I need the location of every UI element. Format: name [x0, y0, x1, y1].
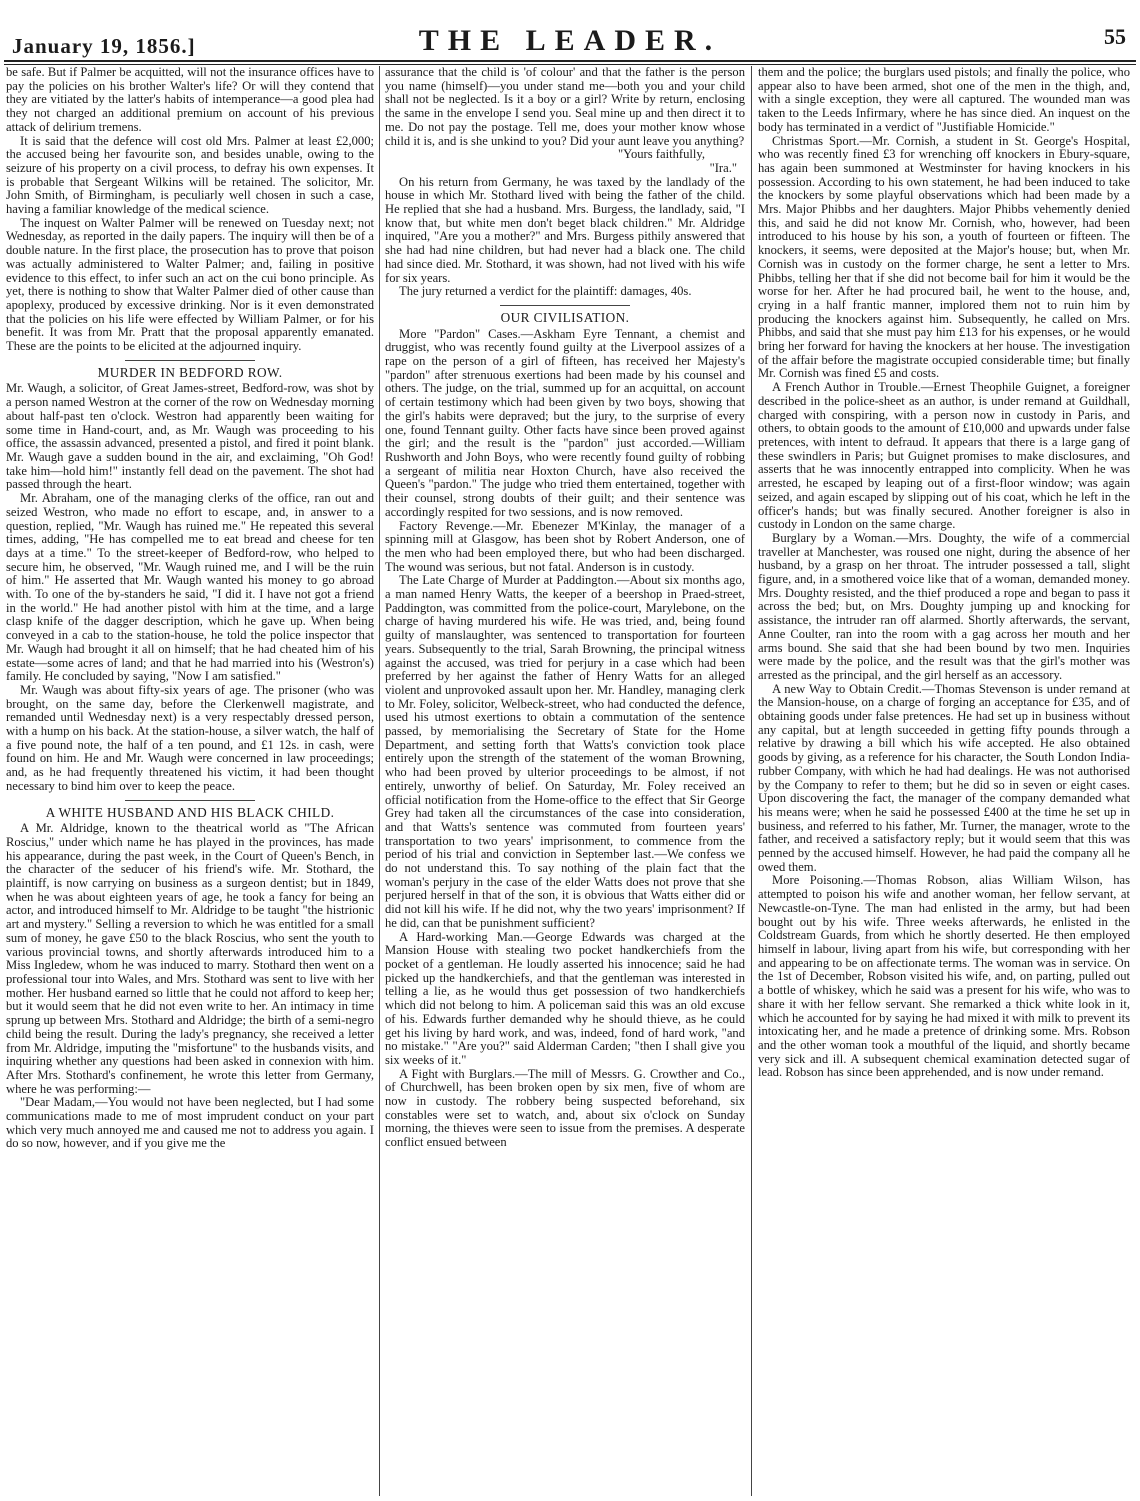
column-1: [6, 66, 374, 1496]
section-rule: [125, 360, 255, 361]
article-paragraph: Mr. Waugh, a solicitor, of Great James-street, Bedford-row, was shot by a person named Westron at the corner of the row on Wednesday morning about half-past ten o'clock. Westron had apparently been waiting for some time in Hand-court, and, as Mr. Waugh was proceeding to his office, the assassin advanced, presented a pistol, and fired it point blank. Mr. Waugh gave a sudden bound in the air, and exclaiming, "Oh God! take him—hold him!" instantly fell dead on the pavement. The shot had passed through the heart.: [6, 381, 374, 492]
letter-paragraph: "Dear Madam,—You would not have been neglected, but I had some communications made to me of most imprudent conduct on your part which very much annoyed me and caused me not to address you again. I do so now, however, and if you give me the: [6, 1095, 374, 1151]
article-paragraph: Mr. Waugh was about fifty-six years of age. The prisoner (who was brought, on the same day, before the Clerkenwell magistrate, and remanded until Wednesday next) is a very respectably dressed person, with a hump on his back. At the station-house, a silver watch, the half of a five pound note, the half of a ten pound, and £1 12s. in cash, were found on him. He and Mr. Waugh were concerned in law proceedings; and, as he had frequently threatened his victim, it had been thought necessary to bind him over to keep the peace.: [6, 682, 374, 793]
letter-signature: "Ira.": [709, 160, 737, 175]
article-paragraph: be safe. But if Palmer be acquitted, will not the insurance offices have to pay the policies on his brother Walter's life? Or will they contend that they are vitiated by the latter's habits of intemperance—a good plea had they not charged an additional premium on account of his previous attack of delirium tremens.: [6, 66, 374, 134]
newspaper-title: THE LEADER.: [418, 24, 722, 57]
column-divider: [379, 66, 380, 1496]
article-paragraph: them and the police; the burglars used pistols; and finally the police, who appear also to have been armed, shot one of the men in the thigh, and, with a single exception, they were all captured. The wounded man was taken to the Leeds Infirmary, where he has since died. An inquest on the body has terminated in a verdict of "Justifiable Homicide.": [758, 66, 1130, 134]
article-paragraph: A French Author in Trouble.—Ernest Theophile Guignet, a foreigner described in the police-sheet as an author, is under remand at Guildhall, charged with conspiring, with a person now in custody in Paris, and others, to obtain goods to the amount of £10,000 and upwards under false pretences, with intent to defraud. It appears that there is a large gang of these swindlers in Paris; but Guignet promises to make disclosures, and asserts that he was innocently entrapped into complicity. When he was arrested, he escaped by leaping out of a first-floor window; was again seized, and again escaped by slipping out of his coat, which he left in the officer's hands; but was finally secured. Another foreigner is also in custody in London on the same charge.: [758, 380, 1130, 532]
article-paragraph: A new Way to Obtain Credit.—Thomas Stevenson is under remand at the Mansion-house, on a charge of forging an acceptance for £35, and of obtaining goods under false pretences. He had set up in business without any capital, but at length succeeded in getting fifty pounds through a relative by drawing a bill which his wife accepted. He also obtained goods by giving, as a reference for his character, the South London India-rubber Company, with which he had had dealings. He was not authorised by the Company to refer to them; but he did so in seven or eight cases. Upon discovering the fact, the manager of the company demanded what his means were; when he said he possessed £400 at the time he set up in business, and referred to his father, Mr. Turner, the manager, wrote to the father, and received a satisfactory reply; but it would seem that this was penned by the accused himself. However, he had paid the company all he owed them.: [758, 681, 1130, 874]
article-paragraph: More "Pardon" Cases.—Askham Eyre Tennant, a chemist and druggist, who was recently found guilty at the Liverpool assizes of a rape on the person of a girl of fifteen, has received her Majesty's "pardon" after strenuous exertions had been made by his counsel and others. The judge, on the trial, summed up for an acquittal, on account of certain testimony which had been given by two boys, showing that the girl's habits were depraved; but the jury, to the surprise of every one, found Tennant guilty. Other facts have since been proved against the girl; and the result is the "pardon" just accorded.—William Rushworth and John Boys, who were recently found guilty of robbing a sergeant of militia near Hoxton Church, have also received the Queen's "pardon." The judge who tried them entertained, together with their counsel, strong doubts of their guilt; and their sentence was accordingly respited for two sessions, and is now removed.: [385, 326, 745, 519]
article-paragraph: Burglary by a Woman.—Mrs. Doughty, the wife of a commercial traveller at Manchester, was roused one night, during the absence of her husband, by a grasp on her throat. The intruder possessed a tall, slight figure, and, in a smothered voice like that of a woman, demanded money. Mrs. Doughty resisted, and the thief produced a rope and began to pass it across the bed; but, on Mrs. Doughty jumping up and knocking for assistance, the intruder ran off alarmed. Shortly afterwards, the servant, Anne Coulter, ran into the room with a gag across her mouth and her arms bound. She said that she had been bound by two men. Inquiries were made by the police, and the result was that the girl's mother was arrested as the principal, and the girl herself as an accessory.: [758, 530, 1130, 682]
masthead: [6, 14, 1134, 58]
headline-murder-bedford-row: MURDER IN BEDFORD ROW.: [97, 364, 283, 380]
column-3: [758, 66, 1130, 1496]
article-paragraph: A Fight with Burglars.—The mill of Messrs. G. Crowther and Co., of Churchwell, has been broken open by six men, five of whom are now in custody. The robbery being suspected beforehand, six constables were set to watch, and, about six o'clock on Sunday morning, the thieves were seen to issue from the premises. A desperate conflict ensued between: [385, 1066, 745, 1150]
article-paragraph: The inquest on Walter Palmer will be renewed on Tuesday next; not Wednesday, as reported in the daily papers. The inquiry will then be of a double nature. In the first place, the prosecution has to prove that poison was actually administered to Walter Palmer; and, failing in positive evidence to this effect, to infer such an act on the cui bono principle. As yet, there is nothing to show that Walter Palmer died of other cause than apoplexy, produced by excessive drinking. Nor is it even demonstrated that the policies on his life were effected by William Palmer, or for his benefit. It was from Mr. Pratt that the proposal apparently emanated. These are the points to be elicited at the adjourned inquiry.: [6, 215, 374, 354]
article-paragraph: It is said that the defence will cost old Mrs. Palmer at least £2,000; the accused being her favourite son, and besides unable, owing to the seizure of his property on a civil process, to defray his own expenses. It is probable that Sergeant Wilkins will be retained. The solicitor, Mr. John Smith, of Birmingham, is peculiarly well chosen in such a case, having a familiar knowledge of the medical science.: [6, 133, 374, 217]
column-divider: [751, 66, 752, 1496]
section-rule: [125, 800, 255, 801]
headline-our-civilisation: OUR CIVILISATION.: [500, 309, 630, 325]
issue-date: January 19, 1856.]: [12, 34, 196, 58]
headline-white-husband: A WHITE HUSBAND AND HIS BLACK CHILD.: [45, 804, 335, 820]
section-rule: [500, 305, 630, 306]
letter-paragraph: assurance that the child is 'of colour' and that the father is the person you name (himself)—you under stand me—both you and your child shall not be neglected. Is it a boy or a girl? Write by return, enclosing the same in the envelope I send you. Seal mine up and then direct it to me. Do not pay the postage. Tell me, does your mother know whose child it is, and is she unkind to you? Did your aunt leave you anything?: [385, 66, 745, 148]
article-paragraph: The jury returned a verdict for the plaintiff: damages, 40s.: [399, 284, 692, 299]
article-paragraph: The Late Charge of Murder at Paddington.—About six months ago, a man named Henry Watts, the keeper of a beershop in Praed-street, Paddington, was committed from the police-court, Marylebone, on the charge of having murdered his wife. He was tried, and, being found guilty of manslaughter, was sentenced to transportation for fourteen years. Subsequently to the trial, Sarah Browning, the principal witness against the accused, was tried for perjury in a case which had been preferred by her against the father of Henry Watts for an alleged violent and unprovoked assault upon her. Mr. Handley, managing clerk to Mr. Foley, solicitor, Welbeck-street, who had conducted the defence, used his utmost exertions to obtain a commutation of the sentence passed, by memorialising the Secretary of State for the Home Department, and setting forth that Watts's conviction took place entirely upon the strength of the statement of the woman Browning, who had been proved by ulterior proceedings to be almost, if not entirely, unworthy of belief. On Saturday, Mr. Foley received an official notification from the Home-office to the effect that Sir George Grey had taken all the circumstances of the case into consideration, and that Watts's sentence was commuted from fourteen years' transportation to two years' imprisonment, to commence from the period of his trial and conviction in September last.—We confess we do not understand this. To say nothing of the plain fact that the woman's perjury in the case of the elder Watts does not prove that she perjured herself in that of the son, it is obvious that Watts either did or did not kill his wife. If he did not, why the two years' imprisonment? If he did, can that be punishment sufficient?: [385, 573, 745, 930]
article-paragraph: A Mr. Aldridge, known to the theatrical world as "The African Roscius," under which name he has played in the provinces, has made his appearance, during the past week, in the Court of Queen's Bench, in the character of the seducer of his friend's wife. Mr. Stothard, the plaintiff, is now carrying on business as a surgeon dentist; but in 1849, when he was about eighteen years of age, he took a fancy for being an actor, and introduced himself to Mr. Aldridge to be taught "the histrionic art and mystery." Selling a reversion to which he was entitled for a small sum of money, he gave £50 to the black Roscius, who sent the youth to various provincial towns, and shortly afterwards introduced him to a Miss Ingledew, whom he was induced to marry. Stothard then went on a professional tour into Wales, and Mrs. Stothard was sent to live with her mother. Her husband earned so little that he could not afford to keep her; but it would seem that he did not even write to her. An intimacy in time sprung up between Mrs. Stothard and Aldridge; the birth of a semi-negro child being the result. During the lady's pregnancy, she received a letter from Mr. Aldridge, imputing the "misfortune" to the husbands visits, and inquiring whether any questions had been asked in connexion with him. After Mrs. Stothard's confinement, he wrote this letter from Germany, where he was performing:—: [6, 821, 374, 1096]
article-paragraph: Christmas Sport.—Mr. Cornish, a student in St. George's Hospital, who was recently fined £3 for wrenching off knockers in Ebury-square, has again been summoned at Westminster for having knockers in his possession. According to his own statement, he had been induced to take the knockers by some playful observations which had been made by a Mrs. Major Phibbs and her daughters. Major Phibbs vehemently denied this, and said he did not know Mr. Cornish, who, however, had been introduced to his house by his son, a youth of fourteen or fifteen. The knockers, it seems, were deposited at the Major's house; but, when Mr. Cornish was in custody on the former charge, he sent a letter to Mrs. Phibbs, telling her that if she did not become bail for him it would be the worse for her. After he had procured bail, he went to the house, and, crying in a half frantic manner, implored them not to ruin him by producing the knockers against him. Subsequently, he called on Mrs. Phibbs, and said that she must pay him £13 for his expenses, or he would bring her forward for having the knockers at her house. The investigation of the affair before the magistrate occupied considerable time; but finally Mr. Cornish was fined £5 and costs.: [758, 133, 1130, 381]
column-2: [385, 66, 745, 1496]
page-number: 55: [1104, 24, 1126, 49]
letter-closing: "Yours faithfully,: [617, 147, 705, 162]
article-paragraph: On his return from Germany, he was taxed by the landlady of the house in which Mr. Stothard lived with being the father of the child. He replied that she had a husband. Mrs. Burgess, the landlady, said, "I know that, but white men don't beget black children." Mr. Aldridge inquired, "Are you a mother?" and Mrs. Burgess pithily answered that she had had nine children, but had never had a black one. The child had since died. Mr. Stothard, it was shown, had not lived with his wife for six years.: [385, 174, 745, 285]
masthead-rule-thin: [4, 64, 1136, 65]
article-paragraph: More Poisoning.—Thomas Robson, alias William Wilson, has attempted to poison his wife and another woman, her fellow servant, at Newcastle-on-Tyne. The man had enlisted in the army, but had been bought out by his wife. Three weeks afterwards, he enlisted in the Coldstream Guards, from which he shortly deserted. He then employed himself in labour, living apart from his wife, but corresponding with her and appearing to be on affectionate terms. The woman was in service. On the 1st of December, Robson visited his wife, and, on parting, pulled out a bottle of whiskey, which he said was a present for his wife, who was to share it with her fellow servant. She remarked a thick white look in it, which he accounted for by saying he had mixed it with milk to prevent its intoxicating her, and he made a pretence of drinking some. Mrs. Robson and the other woman took a mouthful of the liquid, and shortly became very sick and ill. A subsequent chemical examination detected sugar of lead. Robson has since been apprehended, and is now under remand.: [758, 873, 1130, 1080]
article-paragraph: A Hard-working Man.—George Edwards was charged at the Mansion House with stealing two pocket handkerchiefs from the pocket of a gentleman. He loudly asserted his innocence; said he had picked up the handkerchiefs, and that the gentleman was interested in telling a lie, as he would thus get possession of two handkerchiefs which did not belong to him. A policeman said this was an old excuse of his. Edwards further demanded why he should thieve, as he could get his living by hard work, and was, indeed, fond of hard work, "and no mistake." "Are you?" said Alderman Carden; "then I shall give you six weeks of it.": [385, 929, 745, 1067]
article-paragraph: Factory Revenge.—Mr. Ebenezer M'Kinlay, the manager of a spinning mill at Glasgow, has been shot by Robert Anderson, one of the men who had been employed there, but who had been discharged. The wound was serious, but not fatal. Anderson is in custody.: [385, 518, 745, 574]
article-paragraph: Mr. Abraham, one of the managing clerks of the office, ran out and seized Westron, who made no effort to escape, and, in answer to a question, replied, "Mr. Waugh has ruined me." He repeated this several times, adding, "He has compelled me to eat bread and cheese for ten days at a time." To the street-keeper of Bedford-row, who helped to secure him, he observed, "Mr. Waugh ruined me, and I will be the ruin of him." He asserted that Mr. Waugh wanted his money to go abroad with. To one of the by-standers he said, "I did it. I have not got a friend in the world." He had another pistol with him at the time, and a large clasp knife of the dagger description, which he gave up. When being conveyed in a cab to the station-house, he told the police inspector that Mr. Waugh had brought it all on himself; that he had cheated him of his estate—some acres of land; and that he had married into his (Westron's) family. He concluded by saying, "Now I am satisfied.": [6, 491, 374, 684]
masthead-rule: [4, 60, 1136, 62]
